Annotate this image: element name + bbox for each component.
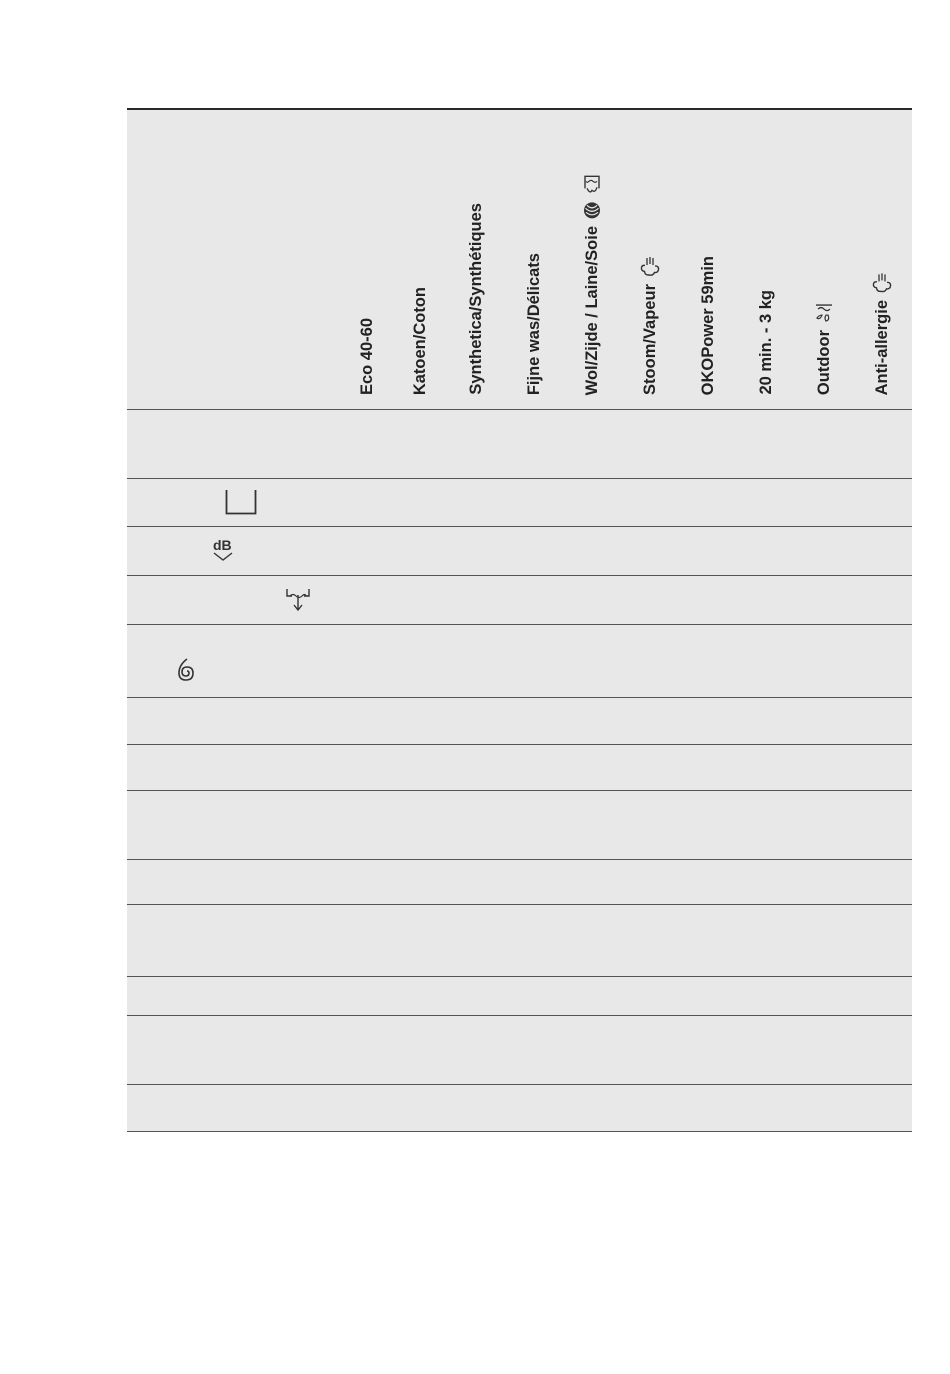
column-header-eco [355, 318, 379, 395]
table-row [127, 625, 912, 698]
column-header-outdoor [812, 302, 836, 395]
table-row [127, 977, 912, 1016]
table-row [127, 1085, 912, 1132]
column-label: 20 min. - 3 kg [757, 290, 775, 395]
column-header-band [127, 110, 912, 410]
column-label: Eco 40-60 [358, 317, 376, 395]
column-label: Synthetica/Synthétiques [467, 203, 485, 395]
table-row [127, 698, 912, 745]
column-header-okopower [696, 256, 720, 395]
column-label: Fijne was/Délicats [525, 252, 543, 395]
db-reduce-icon [211, 537, 237, 565]
column-header-steam [638, 256, 662, 395]
svg-text:dB: dB [213, 537, 232, 553]
table-row [127, 791, 912, 860]
drain-icon [285, 586, 311, 614]
column-header-20min [754, 290, 778, 395]
column-label: Katoen/Coton [411, 286, 429, 395]
handwash-icon [582, 174, 602, 196]
column-header-wool-silk [580, 174, 604, 395]
wool-ball-icon [582, 200, 602, 220]
table-row [127, 576, 912, 625]
column-label: Outdoor [815, 329, 833, 395]
table-row [127, 905, 912, 977]
column-label: Stoom/Vapeur [641, 284, 659, 395]
table-row [127, 860, 912, 905]
table-row [127, 527, 912, 576]
column-header-delicates [522, 253, 546, 395]
table-row [127, 745, 912, 791]
table-row [127, 1016, 912, 1085]
program-table [127, 108, 912, 1132]
spin-icon [175, 657, 199, 683]
steam-icon [639, 256, 661, 278]
column-label: Anti-allergie [873, 299, 891, 395]
column-label: OKOPower 59min [699, 255, 717, 395]
steam-icon [871, 272, 893, 294]
table-row [127, 410, 912, 479]
table-row [127, 479, 912, 527]
outdoor-icon [813, 302, 835, 324]
column-header-synthetics [464, 203, 488, 395]
prewash-icon [225, 489, 257, 515]
column-label: Wol/Zijde / Laine/Soie [583, 225, 601, 395]
column-header-cotton [408, 287, 432, 395]
column-header-anti-allergy [870, 272, 894, 395]
